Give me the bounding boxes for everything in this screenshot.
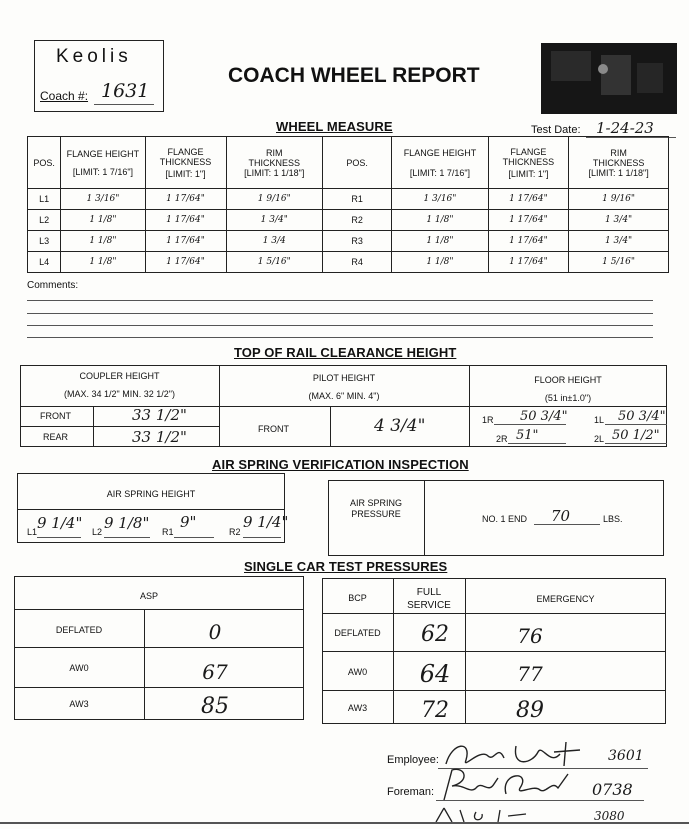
air-spring-height-label: AIR SPRING HEIGHT xyxy=(106,489,196,499)
flange-height-limit: [LIMIT: 1 7/16"] xyxy=(72,166,134,177)
no1end-label: NO. 1 END xyxy=(482,514,528,524)
asp-split-1 xyxy=(14,609,304,610)
rail-coupler-row-split xyxy=(20,426,219,427)
asp-split-2 xyxy=(14,647,304,648)
employee-label: Employee: xyxy=(387,754,439,766)
single-car-title: SINGLE CAR TEST PRESSURES xyxy=(244,559,448,574)
full-service-label: FULL SERVICE xyxy=(407,587,451,611)
bcp-emergency-value: 77 xyxy=(517,662,543,686)
rim-thickness-value: 1 3/4" xyxy=(569,210,669,231)
floor-2r-label: 2R xyxy=(496,434,508,444)
asp-row-value: 0 xyxy=(208,620,222,644)
floor-1r-label: 1R xyxy=(482,415,494,425)
asp-row-value: 85 xyxy=(201,694,229,719)
flange-height-value: 1 1/8" xyxy=(392,252,488,273)
flange-thickness-value: 1 17/64" xyxy=(145,231,226,252)
rim-thickness-value: 1 3/4 xyxy=(226,231,323,252)
rim-thickness-label: RIM THICKNESS xyxy=(248,147,301,168)
air-r2-value: 9 1/4" xyxy=(243,513,289,531)
coupler-front-label: FRONT xyxy=(40,411,71,421)
pos-cell: R1 xyxy=(323,189,392,210)
flange-height-label: FLANGE HEIGHT xyxy=(66,148,140,159)
asp-row-label: AW3 xyxy=(69,699,89,709)
floor-2l-label: 2L xyxy=(594,434,605,444)
asp-split-3 xyxy=(14,687,304,688)
floor-2l-line xyxy=(605,443,667,444)
rim-thickness-label-right: RIM THICKNESS xyxy=(592,147,645,168)
coupler-rear-value: 33 1/2" xyxy=(132,428,187,446)
rim-thickness-value: 1 9/16" xyxy=(226,189,323,210)
asp-col xyxy=(144,609,145,720)
foreman-signature xyxy=(436,764,586,804)
bcp-full-value: 64 xyxy=(419,660,451,688)
air-l2-label: L2 xyxy=(92,527,103,537)
bcp-split-1 xyxy=(322,613,666,614)
flange-height-value: 1 1/8" xyxy=(392,210,488,231)
coupler-front-value: 33 1/2" xyxy=(132,406,187,424)
rail-pilot-split xyxy=(219,406,469,407)
pilot-front-value: 4 3/4" xyxy=(374,416,426,436)
bcp-full-value: 62 xyxy=(421,622,449,647)
flange-height-header-right xyxy=(392,137,488,189)
flange-height-value: 1 1/8" xyxy=(61,252,145,273)
floor-1l-line xyxy=(605,424,667,425)
pilot-limits: (MAX. 6" MIN. 4") xyxy=(308,391,380,401)
air-l1-value: 9 1/4" xyxy=(37,514,83,532)
flange-height-value: 1 1/8" xyxy=(61,231,145,252)
flange-height-value: 1 3/16" xyxy=(392,189,488,210)
rail-coupler-split xyxy=(20,406,219,407)
lbs-label: LBS. xyxy=(603,514,623,524)
rim-thickness-header-right xyxy=(569,137,669,189)
no1end-value: 70 xyxy=(551,507,571,525)
floor-height-label: FLOOR HEIGHT xyxy=(534,375,602,385)
bcp-full-value: 72 xyxy=(421,698,449,723)
floor-limits: (51 in±1.0") xyxy=(544,393,592,403)
bcp-split-3 xyxy=(322,690,666,691)
comments-line-3 xyxy=(27,325,653,326)
company-logo: Keolis xyxy=(56,46,132,67)
pilot-height-label: PILOT HEIGHT xyxy=(312,373,376,383)
test-date-value: 1-24-23 xyxy=(596,119,654,137)
flange-height-limit-right: [LIMIT: 1 7/16"] xyxy=(409,167,471,178)
coupler-limits: (MAX. 34 1/2" MIN. 32 1/2") xyxy=(64,389,175,399)
coupler-rear-label: REAR xyxy=(43,432,69,442)
pos-cell: R3 xyxy=(323,231,392,252)
flange-thickness-value: 1 17/64" xyxy=(488,231,569,252)
air-l1-line xyxy=(37,537,81,538)
bcp-label: BCP xyxy=(348,593,367,603)
coupler-height-label: COUPLER HEIGHT xyxy=(79,371,160,381)
rim-thickness-value: 1 3/4" xyxy=(226,210,323,231)
flange-thickness-value: 1 17/64" xyxy=(488,252,569,273)
comments-line-2 xyxy=(27,313,653,314)
bcp-row-label: AW0 xyxy=(347,667,368,677)
rim-thickness-limit-right: [LIMIT: 1 1/18"] xyxy=(588,167,649,178)
coach-number: 1631 xyxy=(101,80,150,102)
asp-row-label: DEFLATED xyxy=(55,625,103,635)
bcp-emergency-value: 89 xyxy=(516,698,544,723)
pos-cell: L3 xyxy=(28,231,61,252)
bcp-emergency-value: 76 xyxy=(517,624,543,648)
coach-number-line xyxy=(94,104,154,105)
wheel-measure-table xyxy=(27,136,669,273)
flange-thickness-limit-right: [LIMIT: 1"] xyxy=(508,168,549,179)
flange-thickness-value: 1 17/64" xyxy=(488,210,569,231)
comments-line-1 xyxy=(27,300,653,301)
rim-thickness-header-left xyxy=(226,137,323,189)
floor-2l-value: 50 1/2" xyxy=(612,428,660,443)
flange-height-label-right: FLANGE HEIGHT xyxy=(403,147,477,158)
bcp-split-2 xyxy=(322,651,666,652)
table-row xyxy=(28,231,669,252)
rail-clearance-title: TOP OF RAIL CLEARANCE HEIGHT xyxy=(234,345,457,360)
air-r1-line xyxy=(174,537,214,538)
test-date-label: Test Date: xyxy=(531,124,581,136)
asp-row-value: 67 xyxy=(202,660,228,684)
foreman-id: 0738 xyxy=(592,780,633,799)
flange-thickness-limit: [LIMIT: 1"] xyxy=(165,168,206,179)
floor-2r-value: 51" xyxy=(516,428,539,443)
rail-floor-split xyxy=(469,406,667,407)
rim-thickness-value: 1 5/16" xyxy=(226,252,323,273)
flange-thickness-label-right: FLANGE THICKNESS xyxy=(502,146,555,167)
air-r1-value: 9" xyxy=(180,513,197,531)
air-r2-line xyxy=(243,537,281,538)
air-spring-pressure-label: AIR SPRING PRESSURE xyxy=(349,498,402,519)
flange-thickness-value: 1 17/64" xyxy=(145,210,226,231)
air-l2-value: 9 1/8" xyxy=(104,514,150,532)
pos-cell: L1 xyxy=(28,189,61,210)
pos-cell: L4 xyxy=(28,252,61,273)
flange-thickness-value: 1 17/64" xyxy=(488,189,569,210)
rim-thickness-value: 1 5/16" xyxy=(569,252,669,273)
flange-thickness-header-right xyxy=(488,137,569,189)
rail-coupler-col xyxy=(93,406,94,447)
pos-cell: R4 xyxy=(323,252,392,273)
asp-label: ASP xyxy=(139,591,158,601)
floor-1r-value: 50 3/4" xyxy=(520,409,568,424)
page-title: COACH WHEEL REPORT xyxy=(228,64,480,87)
emergency-label: EMERGENCY xyxy=(536,594,595,604)
flange-thickness-value: 1 17/64" xyxy=(145,189,226,210)
flange-height-header-left xyxy=(61,137,145,189)
pos-cell: L2 xyxy=(28,210,61,231)
rim-thickness-limit: [LIMIT: 1 1/18"] xyxy=(244,167,305,178)
third-id: 3080 xyxy=(594,809,625,823)
pilot-front-label: FRONT xyxy=(258,424,289,434)
flange-thickness-label: FLANGE THICKNESS xyxy=(159,146,212,167)
flange-height-value: 1 1/8" xyxy=(392,231,488,252)
comments-line-4 xyxy=(27,337,653,338)
wheel-measure-title: WHEEL MEASURE xyxy=(276,119,393,134)
bcp-row-label: AW3 xyxy=(347,703,368,713)
table-row xyxy=(28,210,669,231)
rim-thickness-value: 1 9/16" xyxy=(569,189,669,210)
air-l2-line xyxy=(104,537,150,538)
table-row xyxy=(28,252,669,273)
flange-height-value: 1 3/16" xyxy=(61,189,145,210)
flange-height-value: 1 1/8" xyxy=(61,210,145,231)
table-row xyxy=(28,189,669,210)
air-spring-height-split xyxy=(17,509,285,510)
foreman-label: Foreman: xyxy=(387,786,435,798)
pos-header-right: POS. xyxy=(323,137,392,189)
air-r1-label: R1 xyxy=(162,527,174,537)
page-bottom-edge xyxy=(0,822,689,824)
air-r2-label: R2 xyxy=(229,527,241,537)
floor-2r-line xyxy=(508,443,566,444)
air-spring-height-box xyxy=(17,473,285,543)
header-photo xyxy=(541,43,677,114)
pos-cell: R2 xyxy=(323,210,392,231)
pos-header-left: POS. xyxy=(28,137,61,189)
comments-label: Comments: xyxy=(27,280,79,291)
rail-pilot-col xyxy=(330,406,331,447)
no1end-line xyxy=(534,524,600,525)
air-l1-label: L1 xyxy=(27,527,38,537)
coach-label: Coach #: xyxy=(40,89,89,103)
floor-1l-label: 1L xyxy=(594,415,605,425)
foreman-signature-drawing xyxy=(436,764,586,804)
bcp-row-label: DEFLATED xyxy=(334,628,381,638)
asp-row-label: AW0 xyxy=(69,663,89,673)
flange-thickness-header-left xyxy=(145,137,226,189)
employee-id: 3601 xyxy=(608,748,644,764)
floor-1l-value: 50 3/4" xyxy=(618,409,666,424)
air-pressure-divider xyxy=(424,480,425,556)
flange-thickness-value: 1 17/64" xyxy=(145,252,226,273)
floor-1r-line xyxy=(494,424,566,425)
air-spring-title: AIR SPRING VERIFICATION INSPECTION xyxy=(212,457,469,472)
rim-thickness-value: 1 3/4" xyxy=(569,231,669,252)
